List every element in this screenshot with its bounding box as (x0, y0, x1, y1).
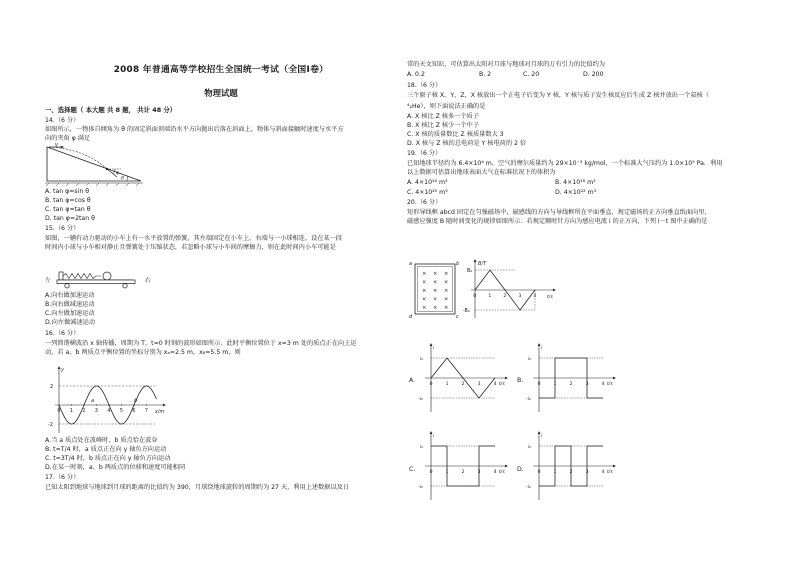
q19-stem-line1: 已知地球半径约为 6.4×10⁶ m，空气的摩尔质量约为 29×10⁻³ kg/mol，一个标准大气压约为 1.0×10⁵ Pa．利用 (407, 160, 723, 167)
q20-opt-i-axis: i (541, 346, 543, 351)
q14-option-d: D. tan φ=2tan θ (45, 215, 95, 222)
q16-fig-y-label: y (61, 367, 64, 373)
q20-option-a-label: A. (409, 377, 416, 384)
q20-fig-corner-b: b (456, 261, 460, 267)
q19-option-b: B. 4×10¹⁸ m³ (555, 179, 596, 186)
q20-opt-minus-i0: -i₀ (418, 485, 423, 490)
q20-b-tick-label: 3 (518, 294, 522, 299)
section-heading: 一、选择题（ 本大题 共 8 题， 共计 48 分） (45, 106, 177, 114)
q20-option-d-label: D. (517, 466, 524, 473)
q20-opt-t-axis: t/s (499, 470, 505, 475)
q20-opt-t-axis: t/s (607, 382, 613, 387)
q20-b-tick-label: 1 (488, 294, 492, 299)
q16-wave-figure (45, 365, 175, 435)
q20-opt-tick: 1 (445, 382, 449, 387)
field-cross-icon: × (444, 288, 449, 294)
q20-fig-t-axis: t/s (547, 295, 553, 300)
field-cross-icon: × (444, 305, 449, 311)
q20-opt-tick: 2 (461, 382, 465, 387)
q20-opt-minus-i0: -i₀ (418, 397, 423, 402)
q14-incline-figure (45, 143, 145, 187)
q18-option-a: A. X 核比 Z 核多一个质子 (407, 113, 479, 120)
q15-option-a: A.向右做加速运动 (45, 292, 95, 299)
q17-stem-line1: 已知太阳到地球与地球到月球的距离的比值约为 390，月球绕地球旋转的周期约为 27 天，利用上述数据以及日 (45, 484, 350, 491)
q16-fig-minus2: -2 (48, 422, 53, 428)
q20-option-b-graph (527, 342, 619, 414)
q19-stem-line2: 以上数据可估算出地球表面大气在标准状况下的体积为 (407, 169, 556, 176)
q16-number: 16.（6 分） (45, 330, 80, 337)
field-cross-icon: × (444, 296, 449, 303)
q20-option-c-label: C. (409, 466, 416, 473)
q14-fig-theta: θ (121, 176, 124, 182)
q16-tick-label: 5 (119, 409, 123, 414)
q16-tick-label: 6 (132, 409, 136, 414)
q20-fig-corner-c: c (456, 314, 459, 320)
q14-stem-line2: 向的夹角 φ 满足 (45, 135, 91, 142)
q20-field-figure (407, 258, 557, 320)
q20-opt-i0: i₀ (528, 357, 532, 362)
q20-opt-i-axis: i (541, 434, 543, 439)
q16-fig-point-b: b (134, 398, 138, 404)
q20-opt-tick: 4 (493, 382, 497, 387)
q20-fig-b0: B₀ (467, 269, 473, 274)
field-cross-icon: × (433, 279, 438, 286)
q20-opt-tick: 0 (429, 470, 433, 475)
q15-option-b: B.向右做减速运动 (45, 301, 95, 308)
q17-option-d: D. 200 (583, 71, 604, 78)
q16-stem-line1: 一列简谐横波沿 x 轴传播，周期为 T，t=0 时刻的波形如图所示．此时平衡位置位于 x=3 m 处的质点正在向上运 (45, 340, 357, 347)
q19-number: 19.（6 分） (407, 150, 442, 157)
q20-opt-tick: 0 (429, 382, 433, 387)
q20-opt-tick: 4 (601, 470, 605, 475)
q16-tick-label: 0 (57, 409, 61, 414)
q20-option-c-graph (419, 430, 511, 502)
subject-title: 物理试题 (204, 88, 238, 98)
q20-opt-i-axis: i (433, 434, 435, 439)
q16-option-c: C. t=3T/4 时，b 质点正在向 y 轴负方向运动 (45, 455, 171, 462)
q20-option-d-graph (527, 430, 619, 502)
q18-number: 18.（6 分） (407, 82, 442, 89)
field-cross-icon: × (444, 279, 449, 286)
q20-opt-i0: i₀ (420, 445, 424, 450)
q16-tick-label: 1 (69, 409, 73, 414)
q20-opt-i0: i₀ (420, 357, 424, 362)
q14-number: 14.（6 分） (45, 117, 80, 124)
q16-option-b: B. t=T/4 时，a 质点正在向 y 轴负方向运动 (45, 446, 167, 453)
q17-stem-line2: 常的天文知识，可估算出太阳对月球与地球对月球的万有引力的比值约为 (407, 61, 605, 68)
q20-option-a-graph (419, 342, 511, 414)
q14-option-c: C. tan φ=tan θ (45, 206, 91, 213)
q20-fig-corner-a: a (409, 261, 413, 267)
q20-option-b-label: B. (517, 377, 524, 384)
q20-opt-tick: 2 (569, 382, 573, 387)
q15-stem-line1: 如图，一辆有动力驱动的小车上有一水平放置的弹簧，其左端固定在小车上，右端与一小球相连，设在某一段 (45, 235, 342, 242)
field-cross-icon: × (422, 296, 427, 303)
q16-stem-line2: 动，若 a、b 两质点平衡位置的坐标分别为 xₐ=2.5 m，xᵦ=5.5 m，则 (45, 349, 241, 356)
q20-opt-tick: 4 (601, 382, 605, 387)
field-cross-icon: × (422, 288, 427, 294)
q20-fig-b-axis: B/T (478, 261, 487, 267)
q16-fig-x-unit: x/m (155, 410, 165, 415)
field-cross-icon: × (422, 305, 427, 311)
q16-option-a: A.当 a 质点处在波峰时，b 质点恰在波谷 (45, 437, 158, 444)
q15-stem-line2: 时间内小球与小车相对静止且弹簧处于压缩状态，若忽略小球与小车间的摩擦力，则在此时间内小车可能是 (45, 244, 336, 251)
q20-opt-tick: 1 (553, 470, 557, 475)
q17-option-c: C. 20 (523, 71, 540, 78)
q16-option-d: D.在某一时刻，a、b 两质点的位移和速度可能相同 (45, 464, 186, 471)
q20-opt-tick: 2 (569, 470, 573, 475)
field-cross-icon: × (433, 305, 438, 311)
q20-opt-tick: 4 (493, 470, 497, 475)
q16-fig-point-a: a (91, 398, 95, 404)
q15-option-d: D.向左做减速运动 (45, 319, 96, 326)
q18-stem-line2: ⁴₂He），则下面说法正确的是 (407, 103, 486, 110)
field-cross-icon: × (433, 296, 438, 303)
q20-opt-i0: i₀ (528, 445, 532, 450)
q20-fig-minus-b0: -B₀ (463, 309, 470, 314)
q15-fig-left: 左 (45, 278, 51, 284)
field-cross-icon: × (422, 271, 427, 277)
q18-option-b: B. X 核比 Z 核少一个中子 (407, 122, 480, 129)
q20-opt-minus-i0: -i₀ (526, 485, 531, 490)
q20-opt-minus-i0: -i₀ (526, 397, 531, 402)
q20-opt-tick: 0 (537, 470, 541, 475)
q20-b-tick-label: 2 (503, 294, 507, 299)
exam-title: 2008 年普通高等学校招生全国统一考试（全国Ⅰ卷） (113, 65, 329, 75)
q20-opt-tick: 2 (461, 470, 465, 475)
q20-opt-t-axis: t/s (607, 470, 613, 475)
q17-option-a: A. 0.2 (407, 71, 425, 78)
q20-opt-tick: 3 (477, 470, 481, 475)
q14-fig-phi: φ (116, 171, 120, 176)
field-cross-icon: × (444, 271, 449, 277)
q20-opt-t-axis: t/s (499, 382, 505, 387)
q20-opt-tick: 1 (553, 382, 557, 387)
q18-stem-line1: 三个原子核 X、Y、Z，X 核放出一个正电子后变为 Y 核，Y 核与质子发生核反应后生成 Z 核并放出一个氦核（ (407, 92, 709, 99)
q18-option-d: D. X 核与 Z 核的总电荷是 Y 核电荷的 2 倍 (407, 140, 527, 147)
field-cross-icon: × (422, 279, 427, 286)
q20-opt-i-axis: i (433, 346, 435, 351)
q16-fig-plus2: 2 (50, 384, 54, 390)
q20-opt-tick: 1 (445, 470, 449, 475)
q16-tick-label: 4 (107, 409, 111, 414)
q14-stem-line1: 如图所示，一物体自倾角为 θ 的固定斜面顶端沿水平方向抛出后落在斜面上，物体与斜面接触时速度与水平方 (45, 126, 344, 133)
q15-option-c: C.向左做加速运动 (45, 310, 95, 317)
q20-stem-line1: 矩形导线框 abcd 固定在匀强磁场中，磁感线的方向与导线框所在平面垂直，规定磁场的正方向垂直纸面向里， (407, 209, 711, 216)
q15-cart-figure (45, 268, 155, 290)
q20-opt-tick: 3 (585, 470, 589, 475)
q20-opt-tick: 0 (537, 382, 541, 387)
q15-fig-right: 右 (145, 278, 151, 284)
q14-option-b: B. tan φ=cos θ (45, 197, 91, 204)
q20-b-tick-label: 4 (533, 294, 537, 299)
q16-tick-label: 3 (94, 409, 98, 414)
q17-number: 17.（6 分） (45, 474, 80, 481)
field-cross-icon: × (433, 288, 438, 294)
q20-b-tick-label: 0 (473, 294, 477, 299)
q19-option-a: A. 4×10¹⁶ m³ (407, 179, 448, 186)
q19-option-c: C. 4×10²⁰ m³ (407, 189, 448, 196)
q14-option-a: A. tan φ=sin θ (45, 188, 90, 195)
q18-option-c: C. X 核的质量数比 Z 核质量数大 3 (407, 131, 504, 138)
q20-opt-tick: 3 (585, 382, 589, 387)
q20-opt-tick: 3 (477, 382, 481, 387)
q16-tick-label: 7 (144, 409, 148, 414)
q20-number: 20.（6 分） (407, 199, 442, 206)
field-cross-icon: × (433, 271, 438, 277)
q17-option-b: B. 2 (479, 71, 492, 78)
q19-option-d: D. 4×10²² m³ (555, 189, 597, 196)
q20-fig-corner-d: d (409, 314, 413, 320)
q14-fig-v: v (55, 141, 58, 148)
q15-number: 15.（6 分） (45, 225, 80, 232)
q20-stem-line2: 磁感应强度 B 随时间变化的规律如图所示．若规定顺时针方向为感应电流 i 的正方向，下列 i－t 图中正确的是 (407, 218, 708, 225)
q16-tick-label: 2 (82, 409, 86, 414)
